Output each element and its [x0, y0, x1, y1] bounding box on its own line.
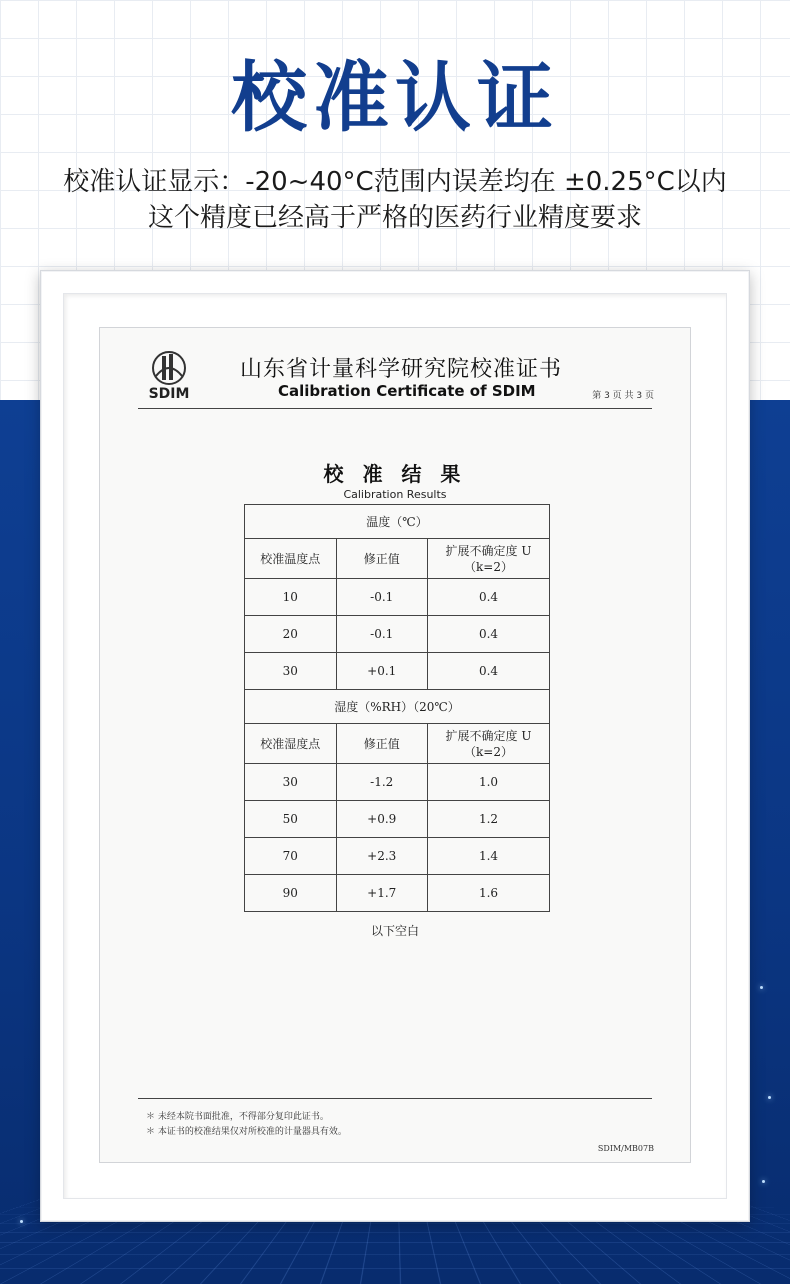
- cell-uncertainty: 1.6: [428, 875, 550, 912]
- column-header: [428, 539, 550, 579]
- uncertainty-label: 扩展不确定度 U: [445, 543, 532, 558]
- temperature-section-header: 温度（℃）: [245, 505, 550, 539]
- footer-note: ＊ 本证书的校准结果仅对所校准的计量器具有效。: [146, 1127, 347, 1137]
- column-header: 修正值: [336, 539, 428, 579]
- description-line-2: 这个精度已经高于严格的医药行业精度要求: [147, 203, 642, 233]
- footer-notes: [146, 1110, 347, 1140]
- coverage-factor: （k=2）: [464, 559, 513, 574]
- results-title-cn: 校 准 结 果: [323, 462, 467, 486]
- cell-correction: -0.1: [336, 579, 428, 616]
- results-title-en: Calibration Results: [343, 488, 447, 501]
- table-row: [245, 838, 550, 875]
- sparkle-icon: [762, 1180, 765, 1183]
- table-row: [245, 764, 550, 801]
- sparkle-icon: [20, 1220, 23, 1223]
- cell-correction: +2.3: [336, 838, 428, 875]
- calibration-table: [244, 504, 550, 912]
- sdim-logo: [138, 350, 200, 402]
- column-header: 校准温度点: [245, 539, 337, 579]
- humidity-section-header: 湿度（%RH）（20℃）: [245, 690, 550, 724]
- footer-divider: [138, 1098, 652, 1099]
- table-row: [245, 616, 550, 653]
- picture-frame: [40, 270, 750, 1222]
- cell-uncertainty: 0.4: [428, 616, 550, 653]
- cell-correction: -0.1: [336, 616, 428, 653]
- table-row: [245, 801, 550, 838]
- page-title: 校准认证: [231, 53, 559, 142]
- uncertainty-label: 扩展不确定度 U: [445, 728, 532, 743]
- sparkle-icon: [768, 1096, 771, 1099]
- logo-text: SDIM: [148, 386, 190, 402]
- form-code: SDIM/MB07B: [597, 1144, 654, 1153]
- column-header: 校准湿度点: [245, 724, 337, 764]
- certificate-paper: [99, 327, 691, 1163]
- cell-uncertainty: 1.4: [428, 838, 550, 875]
- cell-point: 20: [245, 616, 337, 653]
- cell-uncertainty: 1.0: [428, 764, 550, 801]
- cell-point: 30: [245, 764, 337, 801]
- coverage-factor: （k=2）: [464, 744, 513, 759]
- cell-correction: +0.9: [336, 801, 428, 838]
- institution-name-en: Calibration Certificate of SDIM: [278, 382, 536, 400]
- blank-below-note: 以下空白: [370, 924, 419, 938]
- table-row: [245, 875, 550, 912]
- page-number: 第 3 页 共 3 页: [592, 391, 654, 401]
- sdim-emblem-icon: [138, 350, 200, 386]
- cell-uncertainty: 0.4: [428, 579, 550, 616]
- header-divider: [138, 408, 652, 409]
- cell-point: 30: [245, 653, 337, 690]
- cell-correction: -1.2: [336, 764, 428, 801]
- sparkle-icon: [760, 986, 763, 989]
- column-header: 修正值: [336, 724, 428, 764]
- column-header: [428, 724, 550, 764]
- cell-point: 10: [245, 579, 337, 616]
- cell-uncertainty: 0.4: [428, 653, 550, 690]
- cell-correction: +0.1: [336, 653, 428, 690]
- description-line-1: 校准认证显示：-20~40°C范围内误差均在 ±0.25°C以内: [63, 167, 727, 197]
- table-row: [245, 579, 550, 616]
- cell-uncertainty: 1.2: [428, 801, 550, 838]
- footer-note: ＊ 未经本院书面批准，不得部分复印此证书。: [146, 1112, 329, 1122]
- cell-point: 70: [245, 838, 337, 875]
- cell-point: 90: [245, 875, 337, 912]
- table-row: [245, 653, 550, 690]
- institution-name-cn: 山东省计量科学研究院校准证书: [240, 357, 563, 382]
- cell-point: 50: [245, 801, 337, 838]
- cell-correction: +1.7: [336, 875, 428, 912]
- description: [0, 164, 790, 236]
